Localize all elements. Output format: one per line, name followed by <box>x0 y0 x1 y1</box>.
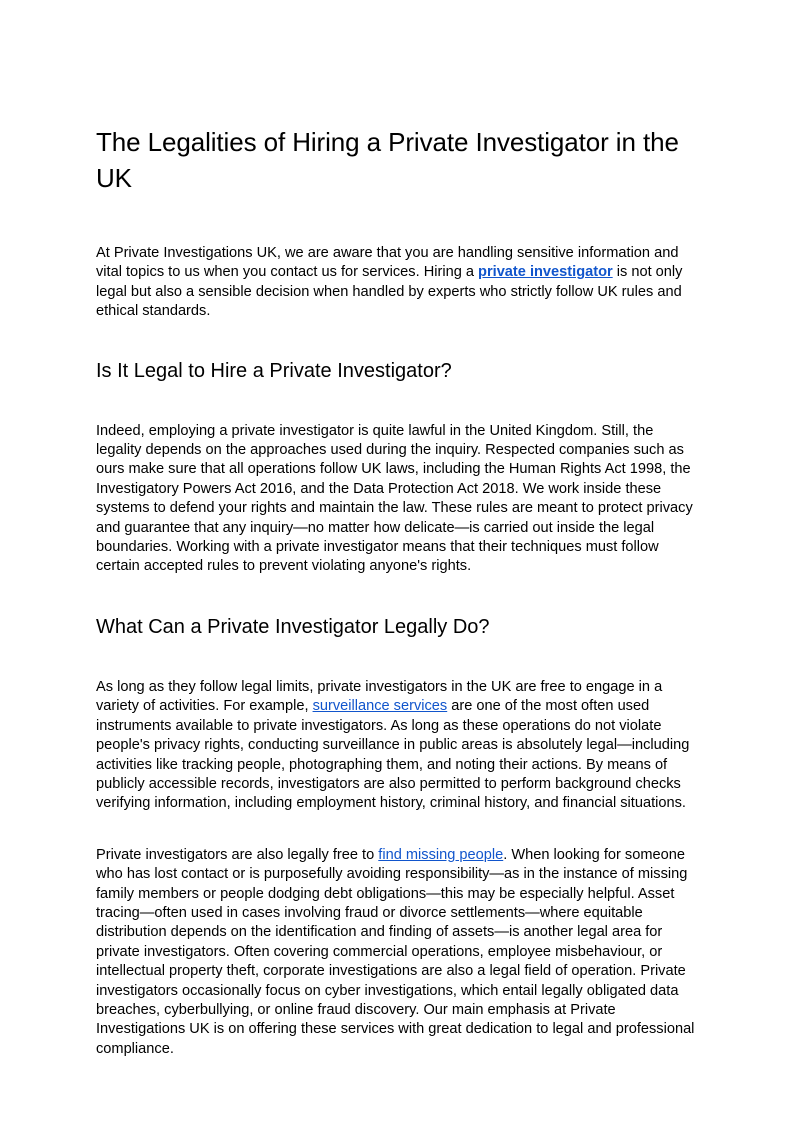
document-page <box>96 124 700 1059</box>
page-title: The Legalities of Hiring a Private Investigator in the UK <box>96 127 679 193</box>
private-investigator-link[interactable]: private investigator <box>478 264 613 281</box>
section-heading-what-can: What Can a Private Investigator Legally Do? <box>96 615 490 638</box>
p2-text-after: . When looking for someone who has lost contact or is purposefully avoiding responsibility—as in the instance of missing family members or people dodging debt obligations—this may be especially helpful. Asset tracing—often used in cases involving fraud or divorce settlements—where equitable distribution depends on the identification and finding of assets—is another legal area for private investigators. Often covering commercial operations, employee misbehaviour, or intellectual property theft, corporate investigations are also a legal field of operation. Private investigators occasionally focus on cyber investigations, which entail legally obligated data breaches, cyberbullying, or online fraud discovery. Our main emphasis at Private Investigations UK is on offering these services with great dedication to legal and professional compliance. <box>96 846 695 1057</box>
p1-text-before: As long as they follow legal limits, private investigators in the UK are free to engage in a variety of activities. For example, <box>96 678 663 715</box>
intro-paragraph <box>96 244 700 322</box>
surveillance-services-link[interactable]: surveillance services <box>312 698 448 715</box>
section-what-can-paragraph-1 <box>96 678 700 814</box>
section-what-can-paragraph-2 <box>96 846 700 1059</box>
p1-text-after: are one of the most often used instruments available to private investigators. As long as these operations do not violate people's privacy rights, conducting surveillance in public areas is absolutely legal—including activities like tracking people, photographing them, and noting their actions. By means of publicly accessible records, investigators are also permitted to perform background checks verifying information, including employment history, criminal history, and financial situations. <box>96 698 690 812</box>
find-missing-people-link[interactable]: find missing people <box>378 846 504 863</box>
intro-text-before: At Private Investigations UK, we are aware that you are handling sensitive information and vital topics to us when you contact us for services. Hiring a <box>96 245 679 281</box>
intro-text-after: is not only legal but also a sensible decision when handled by experts who strictly follow UK rules and ethical standards. <box>96 264 683 320</box>
p2-text-before: Private investigators are also legally free to <box>96 846 379 863</box>
section-legal-paragraph: Indeed, employing a private investigator is quite lawful in the United Kingdom. Still, the legality depends on the approaches used during the inquiry. Respected companies such as ours make sure that all operations follow UK laws, including the Human Rights Act 1998, the Investigatory Powers Act 2016, and the Data Protection Act 2018. We work inside these systems to defend your rights and maintain the law. These rules are meant to protect privacy and guarantee that any inquiry—no matter how delicate—is carried out inside the legal boundaries. Working with a private investigator means that their techniques must follow certain accepted rules to prevent violating anyone's rights. <box>96 422 693 575</box>
section-heading-legal: Is It Legal to Hire a Private Investigator? <box>96 359 452 382</box>
